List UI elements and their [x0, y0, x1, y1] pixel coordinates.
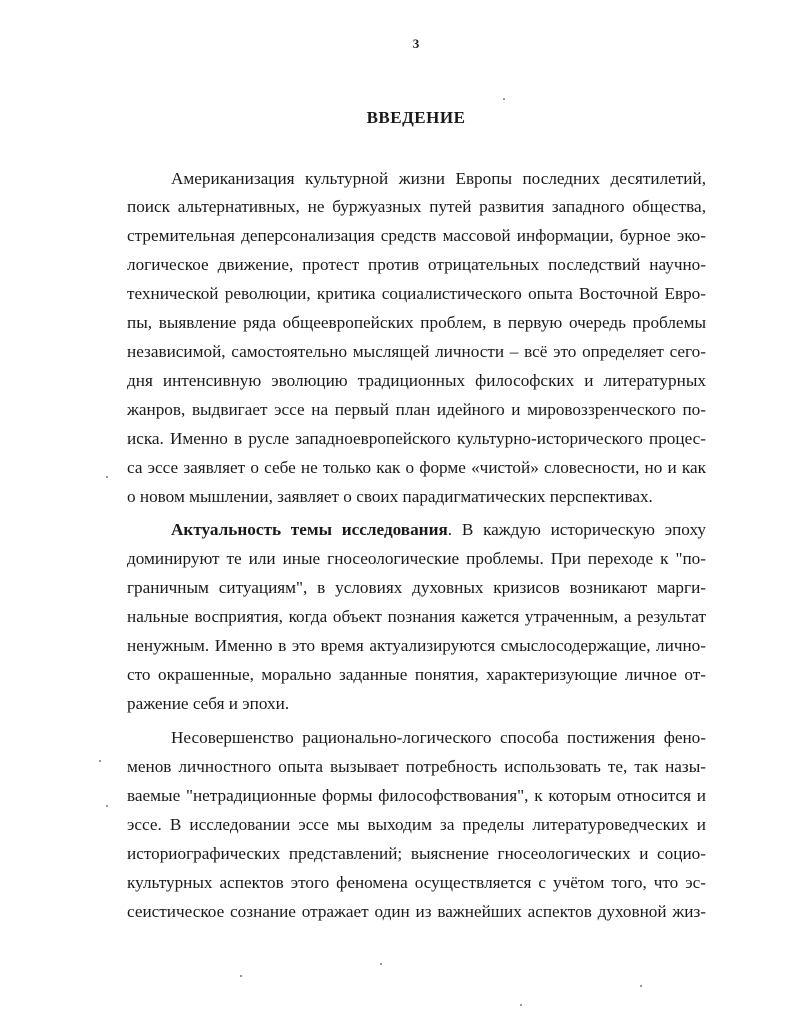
text-line: Американизация культурной жизни Европы последних десятилетий, [171, 169, 706, 188]
text-line: доминируют те или иные гносеологические проблемы. При переходе к "по- [127, 549, 706, 568]
text-line: эссе. В исследовании эссе мы выходим за пределы литературоведческих и [127, 815, 706, 834]
text-line: ражение себя и эпохи. [127, 694, 290, 713]
text-line [171, 519, 706, 541]
text-line: нальные восприятия, когда объект познания кажется утраченным, а результат [127, 607, 706, 626]
text-line: ненужным. Именно в это время актуализируются смыслосодержащие, лично- [127, 636, 706, 655]
text-line: поиск альтернативных, не буржуазных путей развития западного общества, [127, 197, 706, 216]
text-line: технической революции, критика социалистического опыта Восточной Евро- [127, 284, 706, 303]
text-line: независимой, самостоятельно мыслящей личности – всё это определяет сего- [127, 342, 706, 361]
section-heading: ВВЕДЕНИЕ [366, 108, 466, 127]
text-line: граничным ситуациям", в условиях духовных кризисов возникают марги- [127, 578, 706, 597]
text-line: Несовершенство рационально-логического способа постижения фено- [171, 728, 706, 747]
text-line: сто окрашенные, морально заданные понятия, характеризующие личное от- [127, 665, 706, 684]
scan-speck [503, 98, 505, 100]
text-line: сеистическое сознание отражает один из важнейших аспектов духовной жиз- [127, 902, 706, 921]
text-line: иска. Именно в русле западноевропейского культурно-исторического процес- [127, 429, 706, 448]
text-line: менов личностного опыта вызывает потребность использовать те, так назы- [127, 757, 706, 776]
scan-speck [106, 805, 108, 807]
scan-speck [380, 963, 382, 965]
scan-speck [640, 985, 642, 987]
text-line: жанров, выдвигает эссе на первый план идейного и мировоззренческого по- [127, 400, 706, 419]
text-line: пы, выявление ряда общеевропейских проблем, в первую очередь проблемы [127, 313, 706, 332]
scan-speck [520, 1004, 522, 1006]
page-number: 3 [412, 36, 420, 51]
text-line: логическое движение, протест против отрицательных последствий научно- [127, 255, 706, 274]
text-line: са эссе заявляет о себе не только как о форме «чистой» словесности, но и как [127, 458, 706, 477]
text-line: ваемые "нетрадиционные формы философствования", к которым относится и [127, 786, 706, 805]
text-line: культурных аспектов этого феномена осуществляется с учётом того, что эс- [127, 873, 706, 892]
scan-speck [106, 476, 108, 478]
scan-speck [240, 975, 242, 977]
text-line: о новом мышлении, заявляет о своих парадигматических перспективах. [127, 487, 653, 506]
text-line: стремительная деперсонализация средств массовой информации, бурное эко- [127, 226, 706, 245]
text-line: историографических представлений; выяснение гносеологических и социо- [127, 844, 706, 863]
relevance-lead-bold: Актуальность темы исследования [171, 520, 448, 539]
scan-speck [99, 760, 101, 762]
text-line: дня интенсивную эволюцию традиционных философских и литературных [127, 371, 706, 390]
relevance-lead-rest: . В каждую историческую эпоху [447, 520, 706, 539]
